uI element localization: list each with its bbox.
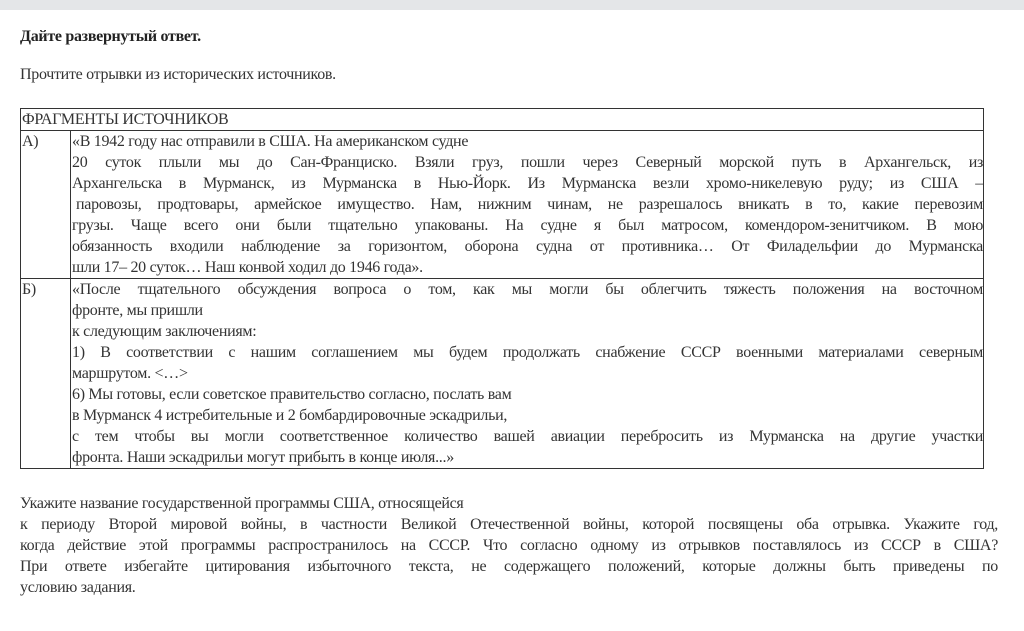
table-row	[21, 279, 984, 469]
row-label: Б)	[21, 279, 71, 469]
text-line: к следующим заключениям:	[72, 323, 257, 340]
sources-table	[20, 108, 984, 469]
text-line: 1) В соответствии с нашим соглашением мы будем продолжать снабжение СССР военными материалами северным	[72, 344, 983, 361]
text-line: маршрутом. <…>	[72, 365, 188, 382]
text-line: с тем чтобы вы могли соответственное количество вашей авиации перебросить из Мурманска на другие участки	[72, 428, 983, 445]
text-line: в Мурманск 4 истребительные и 2 бомбардировочные эскадрильи,	[72, 407, 508, 424]
text-line: фронте, мы пришли	[72, 302, 203, 319]
text-line: паровозы, продтовары, армейское имущество. Нам, нижним чинам, не разрешалось вникать в то, какие перевозим	[76, 196, 983, 213]
table-row	[21, 131, 984, 279]
top-bar	[0, 0, 1024, 10]
text-line: грузы. Чаще всего они были тщательно упакованы. На судне я был матросом, комендором-зенитчиком. В мою	[72, 217, 983, 234]
row-label: А)	[21, 131, 71, 279]
text-line: «После тщательного обсуждения вопроса о том, как мы могли бы облегчить тяжесть положения на восточном	[72, 281, 983, 298]
text-line: шли 17– 20 суток… Наш конвой ходил до 1946 года».	[72, 259, 423, 276]
text-line: когда действие этой программы распространилось на СССР. Что согласно одному из отрывков поставлялось из СССР в США?	[20, 537, 998, 554]
table-header: ФРАГМЕНТЫ ИСТОЧНИКОВ	[21, 109, 984, 131]
text-line: 20 суток плыли мы до Сан-Франциско. Взяли груз, пошли через Северный морской путь в Архангельск, из	[72, 154, 983, 171]
text-line: «В 1942 году нас отправили в США. На американском судне	[72, 133, 469, 150]
task-title: Дайте развернутый ответ.	[20, 28, 201, 45]
text-line: к периоду Второй мировой войны, в частности Великой Отечественной войны, которой посвящены оба отрывка. Укажите год,	[20, 516, 998, 533]
source-fragment-b	[71, 279, 984, 469]
text-line: условию задания.	[20, 579, 136, 596]
text-line: Архангельска в Мурманск, из Мурманска в Нью-Йорк. Из Мурманска везли хромо-никелевую руду; из США –	[72, 175, 983, 192]
table-header-row	[21, 109, 984, 131]
text-line: фронта. Наши эскадрильи могут прибыть в конце июля...»	[72, 449, 454, 466]
task-question	[20, 493, 998, 598]
intro-text: Прочтите отрывки из исторических источников.	[20, 66, 336, 83]
source-fragment-a	[71, 131, 984, 279]
text-line: 6) Мы готовы, если советское правительство согласно, послать вам	[72, 386, 512, 403]
text-line: Укажите название государственной программы США, относящейся	[20, 495, 464, 512]
text-line: При ответе избегайте цитирования избыточного текста, не содержащего положений, которые должны быть приведены по	[20, 558, 998, 575]
text-line: обязанность входили наблюдение за горизонтом, оборона судна от противника… От Филадельфии до Мурманска	[72, 238, 983, 255]
